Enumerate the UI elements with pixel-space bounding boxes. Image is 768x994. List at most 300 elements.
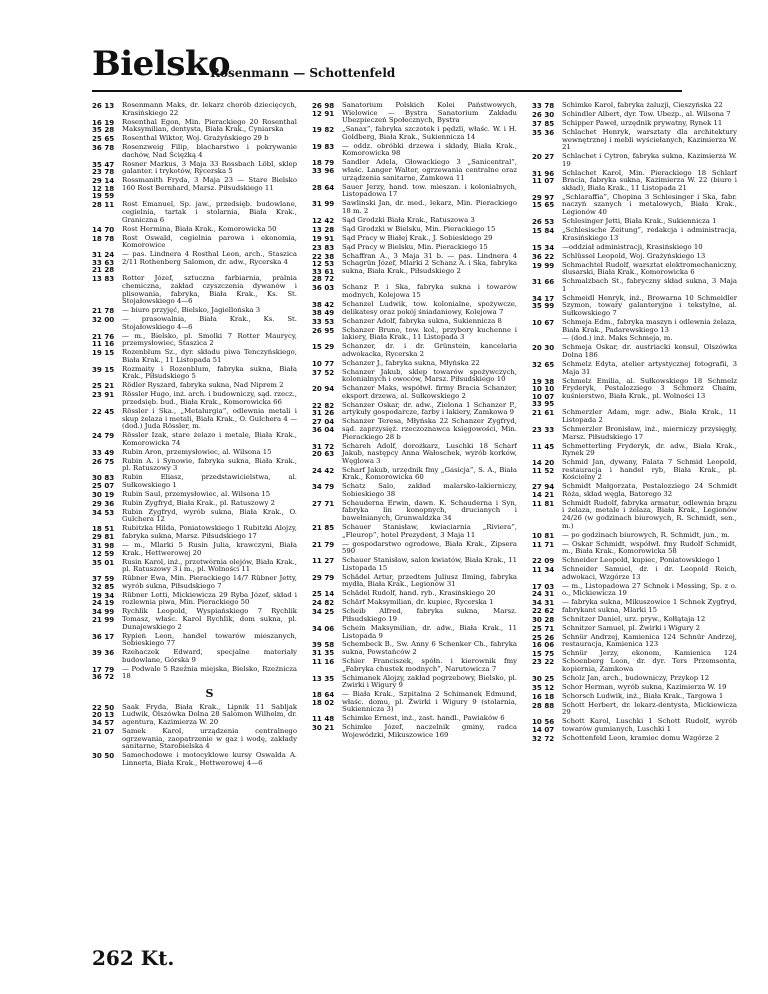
directory-entry xyxy=(312,443,517,466)
directory-entry xyxy=(532,153,737,168)
entry-text: Rubin Aron, przemysłowiec, al. Wilsona 15 xyxy=(122,447,272,456)
entry-text: Sauer Jerzy, hand. tow. mieszan. i kolonialnych, Listopadowa 17 xyxy=(342,182,517,199)
phone-number: 33 78 xyxy=(532,102,555,110)
entry-text: — oddz. obróbki drzewa i składy, Biała Krak., Komorowicka 98 xyxy=(342,141,517,158)
entry-text: Rubin Zygfryd, Biała Krak., pl. Ratuszowy 2 xyxy=(122,498,276,507)
directory-entry xyxy=(92,449,297,457)
directory-entry xyxy=(92,559,297,574)
directory-entry xyxy=(532,378,737,408)
phone-number: 19 34 24 19 xyxy=(92,590,115,608)
entry-text: Sąd Grodzki w Bielsku, Min. Pierackiego 15 xyxy=(342,224,496,233)
phone-number: 26 53 xyxy=(532,217,555,227)
entry-text: Schott Karol, Luschki 1 Schott Rudolf, wyrób towarów gumianych, Luschki 1 xyxy=(562,717,737,733)
entry-text: Schanzer Teresa, Młyńska 22 Schanzer Zygfryd, sąd. zaprzysięż. rzeczoznawca księgowości, Min. Pierackiego 28 b xyxy=(342,417,517,441)
directory-entry xyxy=(312,724,517,739)
entry-text: Schor Herman, wyrób sukna, Kazimierza W. 19 xyxy=(562,682,727,691)
phone-number: 39 36 xyxy=(92,648,115,658)
directory-entry xyxy=(532,650,737,673)
entry-text: Sąd Pracy w Bielsku, Min. Pierackiego 15 xyxy=(342,242,488,251)
directory-entry xyxy=(312,200,517,215)
phone-number: 30 28 xyxy=(532,614,555,624)
directory-entry xyxy=(92,382,297,390)
directory-entry xyxy=(312,467,517,482)
phone-number: 19 99 xyxy=(532,260,555,270)
phone-number: 19 15 xyxy=(92,348,115,358)
phone-number: 32 65 xyxy=(532,360,555,370)
entry-text: Schmeja Edm., fabryka maszyn i odlewnia żelaza, Biała Krak., Padarewskiego 13 xyxy=(562,317,737,334)
directory-entry xyxy=(92,251,297,274)
entry-text: Rost Oswald, cegielnia parowa i ekonomia, Komorowice xyxy=(122,233,297,250)
phone-number: 23 91 xyxy=(92,390,115,400)
phone-number: 24 79 xyxy=(92,431,115,441)
phone-number: 28 11 xyxy=(92,200,115,210)
phone-number: 30 19 xyxy=(92,489,115,499)
phone-number: 19 91 xyxy=(312,233,335,243)
phone-number: 10 56 14 07 xyxy=(532,717,555,734)
entry-text: Schein Maksymilian, dr. adw., Biała Krak., 11 Listopada 9 xyxy=(342,623,517,640)
entry-text: Schanzel Ludwik, tow. kolonialne, spożywcze, delikatesy oraz pokój śniadaniowy, Kolejowa 7 xyxy=(342,299,517,316)
phone-number: 21 85 xyxy=(312,523,335,533)
directory-entry xyxy=(312,675,517,690)
directory-entry xyxy=(92,608,297,631)
phone-number: 34 99 21 99 xyxy=(92,607,115,624)
entry-text: — prasowalnia, Biała Krak., Ks. St. Stojałowskiego 4—6 xyxy=(122,315,297,331)
directory-entry xyxy=(312,244,517,252)
directory-entry xyxy=(92,135,297,143)
entry-text: Schembeck B., Sw. Anny 6 Schenker Ch., fabryka sukna, Powstańców 2 xyxy=(342,640,517,657)
entry-text: — Biała Krak., Szpitalna 2 Schimanek Edmund, właśc. domu, pl. Żwirki i Wigury 9 (stolarnia, Sukiennicza 3) xyxy=(342,690,517,714)
directory-entry xyxy=(532,634,737,649)
directory-entry xyxy=(92,408,297,431)
directory-entry xyxy=(92,177,297,200)
entry-text: Rusin Karol, inż., przetwórnia olejów, Biała Krak., pl. Ratuszowy 3 i m., pl. Wolności 11 xyxy=(122,557,297,574)
phone-number: 21 76 11 16 xyxy=(92,331,115,349)
directory-entry xyxy=(92,391,297,406)
entry-text: Rössler i Ska., „Metalurgia”, odlewnia metali i skup żelaza i metali, Biała Krak., O. Gulchera 4 — (dod.) Juda Rössler, m. xyxy=(122,407,297,431)
entry-text: Rozenblum Sz., dyr. składu piwa Tenczyńskiego, Biała Krak., 11 Listopada 51 xyxy=(122,348,297,364)
entry-text: Schindler Albert, dyr. Tow. Ubezp., al. Wilsona 7 xyxy=(562,109,731,118)
phone-number: 25 71 xyxy=(532,623,555,633)
directory-entry xyxy=(312,715,517,723)
entry-text: Schauer Stanisław, kwiaciarnia „Riviera”, „Fleurop”, hotel Prezydent, 3 Maja 11 xyxy=(342,523,517,539)
phone-number: 25 14 xyxy=(312,589,335,599)
directory-entry xyxy=(532,335,737,343)
phone-number: 18 51 29 81 xyxy=(92,524,115,542)
phone-number: 34 53 xyxy=(92,507,115,517)
phone-number: 14 70 xyxy=(92,224,115,234)
directory-entry xyxy=(312,557,517,572)
phone-number: 19 83 xyxy=(312,141,335,151)
phone-number: 32 00 xyxy=(92,315,115,325)
phone-number: 22 50 20 13 34 57 xyxy=(92,702,115,728)
entry-text: Schmidt Rudolf, fabryka armatur, odlewnia brązu i żelaza, metale i żelaza, Biała Krak., Legionów 24/26 (w godzinach biurowych, R. Schmidt, sen., m.) xyxy=(562,498,737,530)
entry-text: Schnür Jerzy, ekonom, Kamienica 124 Schoenberg Leon, dr. dyr. Ters Przemsonta, kopiernia, Zamkowa xyxy=(562,649,737,673)
entry-text: Rosenthal Wiktor, Woj. Grażyńskiego 29 b xyxy=(122,134,269,143)
directory-entry xyxy=(532,244,737,252)
entry-text: Schlesinger Jetti, Biała Krak., Sukiennicza 1 xyxy=(562,217,717,226)
entry-text: Sąd Grodzki Biała Krak., Ratuszowa 3 xyxy=(342,215,475,224)
entry-text: Rubitzka Hilda, Poniatowskiego 1 Rubitzki Alojzy, fabryka sukna, Marsz. Piłsudskiego 17 xyxy=(122,524,297,541)
entry-text: Schmerzler Bronisław, inż., mierniczy przysięgły, Marsz. Piłsudskiego 17 xyxy=(562,424,737,441)
page-header xyxy=(92,44,682,92)
entry-text: Schlüssel Leopold, Woj. Grażyńskiego 13 xyxy=(562,251,706,260)
entry-text: — (dod.) inż. Maks Schmeja, m. xyxy=(562,334,673,343)
directory-entry xyxy=(92,704,297,727)
directory-entry xyxy=(532,684,737,692)
directory-entry xyxy=(312,574,517,589)
phone-number: 34 06 xyxy=(312,623,335,633)
directory-entry xyxy=(532,459,737,482)
directory-entry xyxy=(532,625,737,633)
directory-entry xyxy=(532,483,737,498)
phone-number: 14 20 11 52 xyxy=(532,458,555,475)
phone-number: 36 17 xyxy=(92,631,115,641)
phone-number: 37 52 xyxy=(312,367,335,377)
phone-number: 39 58 31 35 xyxy=(312,640,335,658)
directory-entry xyxy=(92,226,297,234)
directory-entry xyxy=(92,333,297,348)
phone-number: 25 26 16 06 xyxy=(532,632,555,650)
directory-entry xyxy=(92,161,297,176)
entry-text: Schareh Adolf, dorożkarz, Luschki 18 Scharf Jakub, następcy Anna Wałoschek, wyrób korków, Węglowa 3 xyxy=(342,441,517,465)
phone-number: 20 30 xyxy=(532,343,555,353)
directory-entry xyxy=(312,369,517,384)
entry-text: Rozmaity i Rozenblum, fabryka sukna, Biała Krak., Piłsudskiego 5 xyxy=(122,364,297,381)
phone-number: 21 07 xyxy=(92,727,115,737)
entry-text: Schimanek Alojzy, zakład pogrzebowy, Bielsko, pl. Zwirki i Wigury 9 xyxy=(342,673,517,690)
entry-text: — fabryka sukna, Mikuszowice 1 Schnek Zygfryd, fabrykant sukna, Mlarki 15 xyxy=(562,598,737,614)
phone-number: 31 98 12 59 xyxy=(92,541,115,558)
entry-text: Schauer Stanisław, salon kwiatów, Biała Krak., 11 Listopada 15 xyxy=(342,556,517,572)
phone-number: 31 66 xyxy=(532,277,555,287)
directory-entry xyxy=(312,217,517,225)
phone-number: 20 94 xyxy=(312,384,335,394)
entry-text: Schanz P. i Ska, fabryka sukna i towarów modnych, Kolejowa 15 xyxy=(342,283,517,299)
entry-text: — m., Bielsko, pl. Smolki 7 Rotter Maurycy, przemysłowiec, Staszica 2 xyxy=(122,331,297,348)
phone-number: 18 78 xyxy=(92,233,115,243)
phone-number: 30 83 25 07 xyxy=(92,473,115,490)
directory-entry xyxy=(532,693,737,701)
phone-number: 29 36 xyxy=(92,498,115,508)
entry-text: Schanzer Oskar, dr. adw., Zielona 1 Schanzer P., artykuły gospodarcze, farby i lakiery, Zamkowa 9 xyxy=(342,400,517,417)
phone-number: 34 25 xyxy=(312,607,335,617)
phone-number: 11 34 xyxy=(532,565,555,575)
phone-number: 26 98 12 91 xyxy=(312,102,335,118)
phone-number: 11 48 xyxy=(312,714,335,724)
directory-entry xyxy=(532,253,737,261)
entry-text: Rosenzweig Filip, blacharstwo i pokrywanie dachów, Nad Ściężką 4 xyxy=(122,143,297,159)
directory-entry xyxy=(312,253,517,283)
directory-entry xyxy=(92,144,297,159)
phone-number: 11 45 xyxy=(532,441,555,451)
entry-text: Schanzer Adolf, fabryka sukna, Sukiennicza 8 xyxy=(342,316,502,325)
phone-number: 35 01 xyxy=(92,557,115,567)
phone-number: 38 42 38 49 xyxy=(312,299,335,317)
directory-entry xyxy=(312,483,517,498)
directory-entry xyxy=(532,319,737,334)
entry-text: Schottenfeld Leon, kramiec domu Wzgórze 2 xyxy=(562,733,720,742)
directory-entry xyxy=(532,295,737,318)
entry-text: Rubin A. i Synowie, fabryka sukna, Biała Krak., pl. Ratuszowy 3 xyxy=(122,456,297,473)
directory-entry xyxy=(312,159,517,182)
phone-number: 18 79 33 96 xyxy=(312,158,335,175)
phone-number: 30 21 xyxy=(312,723,335,733)
entry-text: Schimke Józef, naczelnik gminy, radca Wojewódzki, Mikuszowice 169 xyxy=(342,723,517,739)
phone-number: 21 61 xyxy=(532,408,555,418)
phone-number: 22 38 12 53 33 61 28 72 xyxy=(312,251,335,284)
entry-text: Schmeja Oskar, dr. austriacki konsul, Olszówka Dolna 186 xyxy=(562,343,737,360)
entry-text: Schneider Samuel, dr. i dr. Leopold Reich, adwokaci, Wzgórze 13 xyxy=(562,565,737,581)
entry-text: — biuro przyjęć, Bielsko, Jagiellońska 3 xyxy=(122,306,261,315)
directory-entry xyxy=(532,599,737,614)
entry-text: Schaffran A., 3 Maja 31 b. — pas. Lindnera 4 Schagrün Józef, Mlarki 2 Schanz A. i Ska, fabryka sukna, Biała Krak., Piłsudskiego 2 xyxy=(342,251,517,275)
phone-number: 28 64 xyxy=(312,182,335,192)
phone-number: 33 53 xyxy=(312,316,335,326)
phone-number: 37 59 32 85 xyxy=(92,574,115,591)
entry-text: „Schlesische Zeitung”, redakcja i administracja, Krasińskiego 13 xyxy=(562,226,737,242)
directory-entry xyxy=(312,284,517,299)
entry-text: Sawlinski Jan, dr. med., lekarz, Min. Pierackiego 18 m. 2 xyxy=(342,199,517,215)
phone-number: 17 03 24 31 xyxy=(532,581,555,599)
phone-number: 29 97 15 65 xyxy=(532,192,555,210)
phone-number: 23 83 xyxy=(312,242,335,252)
phone-number: 24 82 xyxy=(312,598,335,608)
entry-text: Schanzer J., fabryka sukna, Młyńska 22 xyxy=(342,358,480,367)
entry-text: Schanzer Bruno, tow. kol., przybory kuchenne i lakiery, Biała Krak., 11 Listopada 3 xyxy=(342,325,517,342)
entry-text: Scholz Jan, arch., budowniczy, Przykop 12 xyxy=(562,673,710,682)
directory-entry xyxy=(92,491,297,499)
phone-number: 10 67 xyxy=(532,317,555,327)
entry-text: Rübner Ewa, Min. Pierackiego 14/7 Rübner Jetty, wyrób sukna, Piłsudskiego 7 xyxy=(122,574,297,590)
phone-number: 26 30 xyxy=(532,109,555,119)
directory-entry xyxy=(312,625,517,640)
entry-text: Rost Emanuel, Sp. jaw., przedsięb. budowlane, cegielnia, tartak i stolarnia, Biała Krak., Graniczna 6 xyxy=(122,200,297,224)
directory-entry xyxy=(312,301,517,316)
phone-number: 22 82 31 26 xyxy=(312,400,335,418)
directory-entry xyxy=(532,541,737,556)
directory-entry xyxy=(312,126,517,141)
entry-text: Rotter Józef, sztuczna farbiarnia, pralnia chemiczna, zakład czyszczenia dywanów i plisowania, fabryka, Biała Krak., Ks. St. Stojałowskiego 4—6 xyxy=(122,274,297,306)
entry-text: Rzehaczek Edward, specjalne materiały budowlane, Górska 9 xyxy=(122,648,297,664)
phone-number: 35 36 xyxy=(532,127,555,137)
entry-text: Schmelz Edyta, atelier artystycznej fotografii, 3 Maja 31 xyxy=(562,360,737,376)
phone-number: 21 79 xyxy=(312,539,335,549)
directory-entry xyxy=(92,666,297,681)
phone-number: 15 75 23 22 xyxy=(532,649,555,667)
entry-text: Schier Franciszek, spółn. i kierownik fmy „Fabryka chustek modnych”, Narutowicza 7 xyxy=(342,657,517,673)
phone-number: 29 14 12 18 19 59 xyxy=(92,176,115,201)
phone-number: 19 38 10 10 10 07 33 95 xyxy=(532,376,555,409)
section-letter: S xyxy=(205,686,214,700)
entry-text: Sanatorium Polskich Kolei Państwowych, Wielowice — Bystra Sanatorium Zakładu Ubezpieczeń Społecznych, Bystra xyxy=(342,102,517,125)
directory-entry xyxy=(312,143,517,158)
directory-entry xyxy=(312,318,517,326)
directory-entry xyxy=(532,616,737,624)
directory-entry xyxy=(312,658,517,673)
directory-entry xyxy=(532,675,737,683)
directory-entry xyxy=(92,525,297,540)
directory-entry xyxy=(312,343,517,358)
phone-number: 13 35 xyxy=(312,673,335,683)
phone-number: 28 88 xyxy=(532,700,555,710)
phone-number: 12 42 xyxy=(312,215,335,225)
phone-number: 27 04 36 04 xyxy=(312,417,335,434)
phone-number: 26 95 xyxy=(312,325,335,335)
phone-number: 10 77 xyxy=(312,358,335,368)
directory-entry xyxy=(92,633,297,648)
entry-range-heading: Rosenmann — Schottenfeld xyxy=(210,66,396,80)
phone-number: 31 24 33 63 21 28 xyxy=(92,250,115,275)
phone-number: 32 72 xyxy=(532,733,555,743)
directory-entry xyxy=(92,575,297,590)
phone-number: 31 96 11 07 xyxy=(532,168,555,186)
directory-entry xyxy=(532,194,737,217)
entry-text: Schnitzer Samuel, pl. Żwirki i Wigury 2 xyxy=(562,623,701,632)
directory-entry xyxy=(312,385,517,400)
directory-entry xyxy=(92,119,297,134)
directory-entry xyxy=(92,728,297,751)
entry-text: Rosenmann Maks, dr. lekarz chorób dziecięcych, Krasińskiego 22 xyxy=(122,102,297,117)
entry-text: Schmid Jan, dywany, Falata 7 Schmid Leopold, restauracja i handel ryb, Biała Krak., pl. Kościelny 2 xyxy=(562,458,737,482)
directory-entry xyxy=(532,170,737,193)
entry-text: Rübner Lotti, Mickiewicza 29 Ryba Józef, skład i rozlewnia piwa, Min. Pierackiego 50 xyxy=(122,590,297,607)
phone-number: 36 22 xyxy=(532,251,555,261)
entry-text: Schmetterling Fryderyk, dr. adw., Biała Krak., Rynek 29 xyxy=(562,441,737,458)
phone-number: 36 03 xyxy=(312,283,335,293)
phone-number: 11 71 xyxy=(532,539,555,549)
entry-text: Schimke Karol, fabryka żaluzji, Cieszyńska 22 xyxy=(562,102,723,109)
directory-entry xyxy=(312,541,517,556)
directory-entry xyxy=(532,735,737,743)
phone-number: 15 34 xyxy=(532,242,555,252)
directory-entry xyxy=(92,649,297,664)
directory-entry xyxy=(92,275,297,305)
phone-number: 10 81 xyxy=(532,530,555,540)
entry-text: Schädel Rudolf, hand. ryb., Krasińskiego 20 xyxy=(342,589,496,598)
entry-text: Schädel Artur, przedtem Juliusz Ilming, fabryka mydła, Biała Krak., Legionów 31 xyxy=(342,572,517,589)
directory-entry xyxy=(312,608,517,623)
phone-number: 15 29 xyxy=(312,342,335,352)
directory-entry xyxy=(532,557,737,565)
directory-entry xyxy=(92,102,297,117)
directory-entry xyxy=(312,641,517,656)
entry-text: Schanzer, dr. i dr. Grünstein, kancelaria adwokacka, Rycerska 2 xyxy=(342,342,517,358)
entry-text: — m., Listopadowa 27 Schnek i Messing, Sp. z o. o., Mickiewicza 19 xyxy=(562,581,737,598)
directory-entry xyxy=(92,474,297,489)
entry-text: Scharf Jakub, urzędnik fmy „Gasicja”, S. A., Biała Krak., Komorowicka 60 xyxy=(342,465,517,482)
page-number: 262 Kt. xyxy=(92,946,175,970)
column-1 xyxy=(92,102,297,972)
entry-text: — pas. Lindnera 4 Rosthal Leon, arch., Staszica 2/11 Rothenberg Salomon, dr. adw., Rycerska 4 xyxy=(122,250,297,266)
directory-entry xyxy=(92,366,297,381)
phone-number: 22 09 xyxy=(532,556,555,566)
column-3 xyxy=(532,102,737,972)
phone-number: 25 21 xyxy=(92,381,115,391)
directory-entry xyxy=(532,500,737,530)
entry-text: — m., Mlarki 5 Rusin Julia, krawczyni, Biała Krak., Hettwerowej 20 xyxy=(122,541,297,557)
entry-text: „Sanax”, fabryka szczotek i pędzli, właśc. W. i H. Goldberg, Biała Krak., Sukiennicza 14 xyxy=(342,125,517,141)
entry-text: Rödler Ryszard, fabryka sukna, Nad Niprem 2 xyxy=(122,381,284,390)
entry-text: Schorsch Ludwik, inż., Biała Krak., Targowa 1 xyxy=(562,691,724,700)
directory-entry xyxy=(92,458,297,473)
entry-text: Schneider Leopold, kupiec, Poniatowskiego 1 xyxy=(562,556,721,565)
phone-number: 34 79 xyxy=(312,482,335,492)
directory-entry xyxy=(532,566,737,581)
phone-number: 16 18 xyxy=(532,691,555,701)
entry-text: Rubin Zygfryd, wyrób sukna, Biała Krak., O. Gulchera 12 xyxy=(122,507,297,524)
entry-text: Schmidt Małgorzata, Pestalozziego 24 Schmidt Róża, skład węgla, Batorego 32 xyxy=(562,482,737,498)
entry-text: Schmelz Emilia, al. Sułkowskiego 18 Schmelz Fryderyk, Pestalozziego 3 Schmerz Chaim, kuśnierstwo, Biała Krak., pl. Wolności 13 xyxy=(562,376,737,400)
entry-text: Schanzer Maks, współwł. firmy Bracia Schanzer, eksport drzewa, al. Sułkowskiego 2 xyxy=(342,384,517,400)
entry-text: Rychlik Leopold, Wyspiańskiego 7 Rychlik Tomasz, właśc. Karol Rychlik, dom sukna, pl. Dunajewskiego 2 xyxy=(122,607,297,631)
entry-text: Rössler Hugo, inż. arch. i budowniczy, sąd. rzecz., przedsięb. bud., Biała Krak., Komorowicka 66 xyxy=(122,390,297,407)
entry-text: Schatz Salo, zakład malarsko-lakierniczy, Sobieskiego 38 xyxy=(342,482,517,498)
directory-entry xyxy=(92,307,297,315)
directory-entry xyxy=(92,235,297,250)
directory-entry xyxy=(532,532,737,540)
entry-text: Rost Hermina, Biała Krak., Komorowicka 50 xyxy=(122,224,277,233)
phone-number: 24 42 xyxy=(312,465,335,475)
entry-text: „Schlaraffia”, Chopina 3 Schlesinger i Ska, fabr. naczyń szanych i metalowych, Biała Krak., Legionów 40 xyxy=(562,192,737,217)
phone-number: 27 71 xyxy=(312,498,335,508)
directory-entry xyxy=(532,120,737,128)
entry-text: Saak Fryda, Biała Krak., Lipnik 11 Sabljak Ludwik, Olszówka Dolna 28 Salomon Wilhelm, dr. agentura, Kazimierza W. 20 xyxy=(122,702,297,727)
directory-entry xyxy=(312,691,517,714)
directory-entry xyxy=(312,235,517,243)
directory-entry xyxy=(532,361,737,376)
entry-text: Schimke Ernest, inż., zast. handl., Pawiaków 6 xyxy=(342,714,505,723)
directory-entry xyxy=(312,418,517,441)
phone-number: 13 83 xyxy=(92,274,115,284)
entry-text: —oddział administracji, Krasińskiego 10 xyxy=(562,242,703,251)
entry-text: Rosenthal Egon, Min. Pierackiego 20 Rosenthal Maksymilian, dentysta, Biała Krak., Cyniarska xyxy=(122,117,297,134)
directory-entry xyxy=(532,102,737,110)
phone-number: 11 27 xyxy=(312,556,335,566)
phone-number: 30 50 xyxy=(92,751,115,761)
phone-number: 21 78 xyxy=(92,306,115,316)
entry-text: Rypień Leon, handel towarów mieszanych, Sobieskiego 77 xyxy=(122,631,297,648)
entry-text: Sandler Adela, Głowackiego 3 „Sanicentral”, właśc. Langer Walter, ogrzewania centralne oraz urządzenia sanitarne, Zamkowa 11 xyxy=(342,158,517,182)
directory-entry xyxy=(92,316,297,331)
directory-entry xyxy=(92,592,297,607)
directory-entry xyxy=(532,227,737,242)
directory-entry xyxy=(312,102,517,125)
entry-text: Samek Karol, urządzenia centralnego ogrzewania, zaopatrzenie w gaz i wodę, zakłady sanitarne, Starobielska 4 xyxy=(122,727,297,751)
directory-entry xyxy=(532,702,737,717)
phone-number: 15 84 xyxy=(532,226,555,236)
entry-text: Sąd Pracy w Białej Krak., J. Sobieskiego 29 xyxy=(342,233,493,242)
entry-text: Schott Herbert, dr. lekarz-dentysta, Mickiewicza 29 xyxy=(562,700,737,717)
entry-text: Schnür Andrzej, Kamienica 124 Schnür Andrzej, restauracja, Kamienica 123 xyxy=(562,632,737,649)
phone-number: 11 16 xyxy=(312,657,335,667)
entry-text: — gospodarstwo ogrodowe, Biała Krak., Zipsera 590 xyxy=(342,539,517,556)
phone-number: 11 81 xyxy=(532,498,555,508)
phone-number: 22 45 xyxy=(92,407,115,416)
phone-number: 13 28 xyxy=(312,224,335,234)
directory-entry xyxy=(92,349,297,364)
entry-text: Rubin Eliasz, przedstawicielstwa, al. Sułkowskiego 1 xyxy=(122,473,297,489)
entry-text: Rossmanith Fryda, 3 Maja 23 — Stare Bielsko 160 Rost Bernhard, Marsz. Piłsudskiego 11 xyxy=(122,176,297,192)
phone-number: 29 79 xyxy=(312,572,335,582)
directory-entry xyxy=(312,327,517,342)
phone-number: 20 27 xyxy=(532,152,555,162)
directory-entry xyxy=(312,590,517,598)
entry-text: Schmeidl Henryk, inż., Browarna 10 Schmeidler Szymon, towary galanteryjne i tekstylne, al. Sułkowskiego 7 xyxy=(562,293,737,317)
directory-entry xyxy=(92,752,297,767)
entry-text: Schmerzler Adam, mgr. adw., Biała Krak., 11 Listopada 2 xyxy=(562,408,737,424)
directory-entry xyxy=(532,718,737,733)
directory-entry xyxy=(312,402,517,417)
